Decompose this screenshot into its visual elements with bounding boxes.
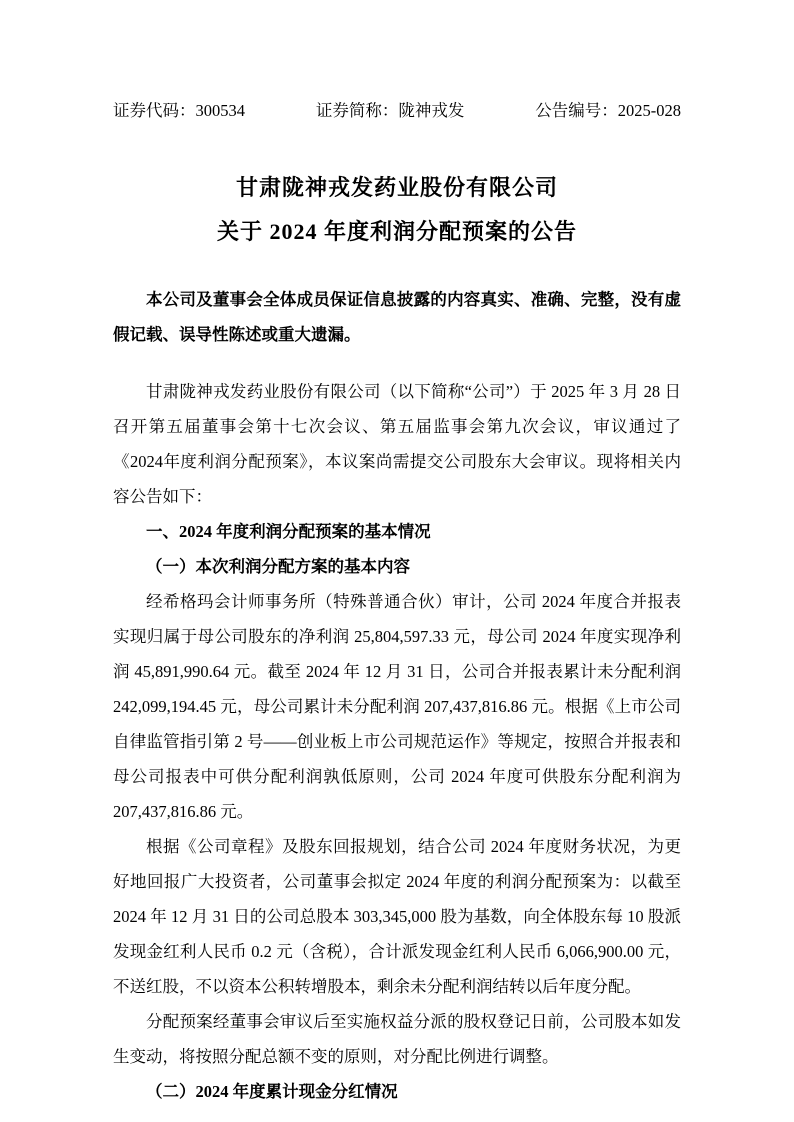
company-name-title: 甘肃陇神戎发药业股份有限公司 bbox=[235, 175, 558, 200]
adjustment-paragraph: 分配预案经董事会审议后至实施权益分派的股权登记日前，公司股本如发生变动，将按照分配总额不变的原则，对分配比例进行调整。 bbox=[113, 1012, 681, 1066]
intro-paragraph: 甘肃陇神戎发药业股份有限公司（以下简称“公司”）于 2025 年 3 月 28 日召开第五届董事会第十七次会议、第五届监事会第九次会议，审议通过了《2024年度利润分配预案》，本议案尚需提交公司股东大会审议。现将相关内容公告如下： bbox=[113, 382, 681, 506]
distribution-plan-paragraph: 根据《公司章程》及股东回报规划，结合公司 2024 年度财务状况，为更好地回报广大投资者，公司董事会拟定 2024 年度的利润分配预案为：以截至 2024 年 12 月 31 日的公司总股本 303,345,000 股为基数，向全体股东每 10 股派发现金红利人民币 0.2 元（含税），合计派发现金红利人民币 6,066,900.00 元，不送红股，不以资本公积转增股本，剩余未分配利润结转以后年度分配。 bbox=[113, 837, 681, 996]
stock-short-name: 证券简称：陇神戎发 bbox=[315, 101, 465, 120]
stock-code: 证券代码：300534 bbox=[113, 101, 245, 120]
section-1-1-heading: （一）本次利润分配方案的基本内容 bbox=[146, 557, 410, 576]
document-body bbox=[113, 282, 681, 1109]
announcement-number: 公告编号：2025-028 bbox=[535, 101, 681, 120]
audit-profit-paragraph: 经希格玛会计师事务所（特殊普通合伙）审计，公司 2024 年度合并报表实现归属于母公司股东的净利润 25,804,597.33 元，母公司 2024 年度实现净利润 45,891,990.64 元。截至 2024 年 12 月 31 日，公司合并报表累计未分配利润 242,099,194.45 元，母公司累计未分配利润 207,437,816.86 元。根据《上市公司自律监管指引第 2 号——创业板上市公司规范运作》等规定，按照合并报表和母公司报表中可供分配利润孰低原则，公司 2024 年度可供股东分配利润为 207,437,816.86 元。 bbox=[113, 592, 681, 821]
announcement-title: 关于 2024 年度利润分配预案的公告 bbox=[216, 219, 577, 244]
disclosure-statement: 本公司及董事会全体成员保证信息披露的内容真实、准确、完整，没有虚假记载、误导性陈述或重大遗漏。 bbox=[113, 290, 681, 344]
title-block bbox=[113, 166, 681, 254]
section-1-2-heading: （二）2024 年度累计现金分红情况 bbox=[146, 1082, 398, 1101]
section-1-heading: 一、2024 年度利润分配预案的基本情况 bbox=[146, 522, 431, 541]
document-header bbox=[113, 100, 681, 122]
